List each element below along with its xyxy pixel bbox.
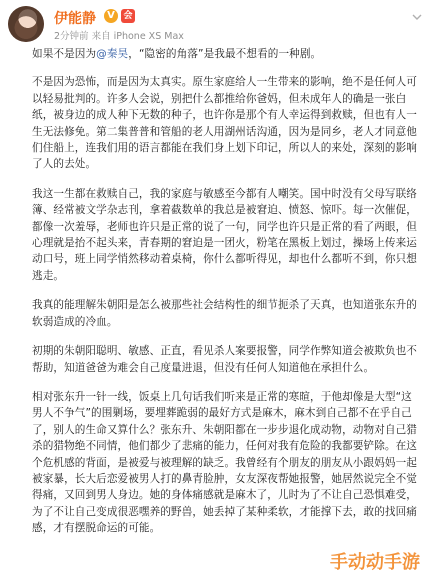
- watermark-logo: 手动动手游: [330, 552, 420, 573]
- author-name[interactable]: 伊能静: [54, 11, 96, 27]
- chevron-down-icon[interactable]: [412, 12, 422, 22]
- paragraph-intro: [32, 46, 418, 62]
- paragraph-3: 我真的能理解朱朝阳是怎么被那些社会结构性的细节扼杀了天真，也知道张东升的软弱造成的冷血。: [32, 299, 417, 328]
- paragraph-1: 不是因为恐怖，而是因为太真实。原生家庭给人一生带来的影响，绝不是任何人可以轻易批判的。许多人会说，别把什么都推给你爸妈，但未成年人的确是一张白纸，被身边的成人种下无数的种子，也许你是那个有人幸运得到救赎，但也有人一生无法修免。第二集普普和管船的老人用湖州话沟通，因为是同乡，老人才同意他们住船上，连我们用的语言都能在我们身上划下印记，所以人的来处，深刻的影响了人的去处。: [32, 76, 417, 171]
- paragraph-5: 相对张东升一针一线，饭桌上几句话我们听来是正常的寒暄，于他却像是大型“这男人不争气”的围剿场，要埋葬跪弱的最好方式是麻木，麻木到自己都不在乎自己了，别人的生命又算什么？张东升、朱朝阳都在一步步退化成动物，动物对自己猎杀的猎物绝不同情，他们都少了悲痛的能力，任何对我有危险的我都要铲除。在这个危机感的背面，是被爱与被理解的缺乏。我曾经有个朋友的朋友从小跟妈妈一起被家暴，长大后恋爱被男人打的鼻青脸肿，女友深夜帮她报警，她居然说完全不觉得痛，又回到男人身边。她的身体痛感就是麻木了，儿时为了不让自己恐惧难受，为了不让自己变成很恶嘿养的野兽，她丢掉了某种柔软，才能撑下去，敢的找回痛感，才有摆脱命运的可能。: [32, 390, 417, 535]
- post-time: 2分钟前: [54, 31, 89, 42]
- intro-text-end: ，“隐密的角落”是我最不想看的一种剧。: [128, 48, 322, 60]
- post-source: 来自 iPhone XS Max: [91, 31, 184, 42]
- post-body: [32, 46, 418, 550]
- mention-link[interactable]: @秦昊: [96, 48, 129, 60]
- intro-text: 如果不是因为: [32, 48, 97, 60]
- verified-icon: V: [104, 9, 118, 23]
- member-icon: 会: [121, 9, 135, 23]
- paragraph-2: 我这一生都在救赎自己，我的家庭与敏感至今都有人嘲笑。国中时没有父母写联络簿、经常被文学杂志刊，拿着截数单的我总是被窘迫、愤怒、惊吓。每一次催促，都像一次羞辱，老师也许只是正常的说了一句，同学也许只是正常的看了两眼，但心理就是抬不起头来，青春期的窘迫是一团火，粉笔在黑板上划过，操场上传来运动口号，班上同学悄然移动着桌椅，你什么都听得见，却也什么都听不到，你只想逃走。: [32, 187, 417, 282]
- post-header: [0, 0, 434, 44]
- paragraph-4: 初期的朱朝阳聪明、敏感、正直，看见杀人案要报警，同学作弊知道会被欺负也不帮助，知道爸爸为难会自己度量进退，但没有任何人知道他在承担什么。: [32, 345, 417, 374]
- avatar[interactable]: [8, 6, 44, 42]
- post-meta: [54, 28, 184, 42]
